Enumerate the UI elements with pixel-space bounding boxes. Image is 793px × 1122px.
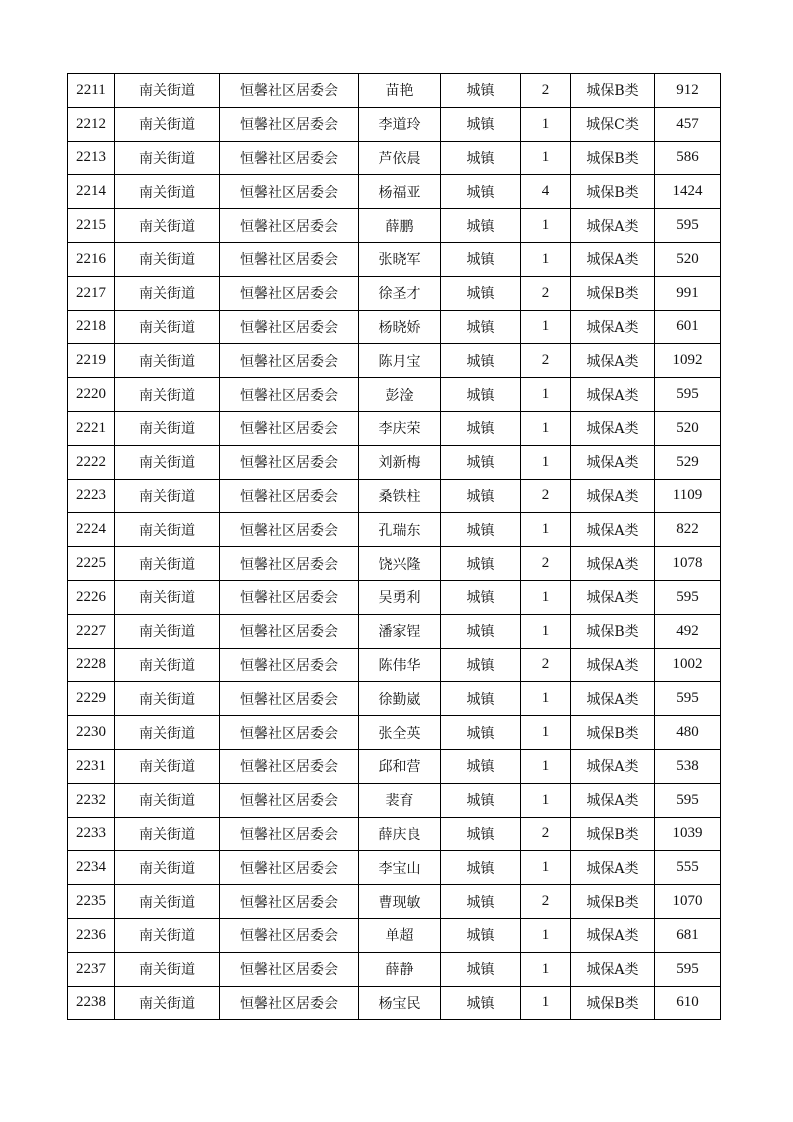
category-cell: 城保B类 [571, 276, 655, 310]
person-name-cell: 李道玲 [359, 107, 441, 141]
household-size-cell: 1 [521, 986, 571, 1020]
person-name-cell: 彭淦 [359, 378, 441, 412]
table-row [68, 851, 721, 885]
category-cell: 城保A类 [571, 445, 655, 479]
category-cell: 城保A类 [571, 918, 655, 952]
amount-cell: 538 [655, 749, 721, 783]
amount-cell: 586 [655, 141, 721, 175]
amount-cell: 529 [655, 445, 721, 479]
person-name-cell: 吴勇利 [359, 580, 441, 614]
area-type-cell: 城镇 [441, 479, 521, 513]
person-name-cell: 杨福亚 [359, 175, 441, 209]
street-cell: 南关街道 [115, 716, 220, 750]
amount-cell: 555 [655, 851, 721, 885]
street-cell: 南关街道 [115, 885, 220, 919]
person-name-cell: 李庆荣 [359, 411, 441, 445]
category-cell: 城保A类 [571, 580, 655, 614]
area-type-cell: 城镇 [441, 986, 521, 1020]
person-name-cell: 单超 [359, 918, 441, 952]
street-cell: 南关街道 [115, 74, 220, 108]
table-row [68, 682, 721, 716]
record-number-cell: 2238 [68, 986, 115, 1020]
table-row [68, 141, 721, 175]
street-cell: 南关街道 [115, 513, 220, 547]
community-cell: 恒馨社区居委会 [220, 885, 359, 919]
area-type-cell: 城镇 [441, 547, 521, 581]
street-cell: 南关街道 [115, 242, 220, 276]
table-row [68, 344, 721, 378]
amount-cell: 520 [655, 411, 721, 445]
community-cell: 恒馨社区居委会 [220, 411, 359, 445]
person-name-cell: 裴育 [359, 783, 441, 817]
household-size-cell: 1 [521, 411, 571, 445]
person-name-cell: 陈月宝 [359, 344, 441, 378]
community-cell: 恒馨社区居委会 [220, 310, 359, 344]
area-type-cell: 城镇 [441, 209, 521, 243]
record-number-cell: 2212 [68, 107, 115, 141]
household-size-cell: 2 [521, 547, 571, 581]
amount-cell: 1109 [655, 479, 721, 513]
person-name-cell: 张全英 [359, 716, 441, 750]
amount-cell: 822 [655, 513, 721, 547]
street-cell: 南关街道 [115, 580, 220, 614]
street-cell: 南关街道 [115, 175, 220, 209]
person-name-cell: 桑铁柱 [359, 479, 441, 513]
record-number-cell: 2237 [68, 952, 115, 986]
household-size-cell: 1 [521, 749, 571, 783]
person-name-cell: 芦依晨 [359, 141, 441, 175]
amount-cell: 595 [655, 952, 721, 986]
table-row [68, 378, 721, 412]
area-type-cell: 城镇 [441, 74, 521, 108]
area-type-cell: 城镇 [441, 141, 521, 175]
person-name-cell: 薛庆良 [359, 817, 441, 851]
area-type-cell: 城镇 [441, 344, 521, 378]
household-size-cell: 1 [521, 682, 571, 716]
community-cell: 恒馨社区居委会 [220, 378, 359, 412]
community-cell: 恒馨社区居委会 [220, 749, 359, 783]
amount-cell: 457 [655, 107, 721, 141]
record-number-cell: 2224 [68, 513, 115, 547]
record-number-cell: 2225 [68, 547, 115, 581]
community-cell: 恒馨社区居委会 [220, 141, 359, 175]
category-cell: 城保A类 [571, 783, 655, 817]
street-cell: 南关街道 [115, 952, 220, 986]
area-type-cell: 城镇 [441, 648, 521, 682]
amount-cell: 1002 [655, 648, 721, 682]
record-number-cell: 2221 [68, 411, 115, 445]
record-number-cell: 2234 [68, 851, 115, 885]
community-cell: 恒馨社区居委会 [220, 952, 359, 986]
table-row [68, 107, 721, 141]
household-size-cell: 1 [521, 209, 571, 243]
table-row [68, 986, 721, 1020]
category-cell: 城保B类 [571, 716, 655, 750]
record-number-cell: 2215 [68, 209, 115, 243]
community-cell: 恒馨社区居委会 [220, 817, 359, 851]
amount-cell: 492 [655, 614, 721, 648]
category-cell: 城保A类 [571, 648, 655, 682]
category-cell: 城保A类 [571, 411, 655, 445]
street-cell: 南关街道 [115, 276, 220, 310]
amount-cell: 595 [655, 682, 721, 716]
table-row [68, 445, 721, 479]
street-cell: 南关街道 [115, 749, 220, 783]
table-row [68, 749, 721, 783]
record-number-cell: 2211 [68, 74, 115, 108]
person-name-cell: 张晓军 [359, 242, 441, 276]
amount-cell: 1092 [655, 344, 721, 378]
community-cell: 恒馨社区居委会 [220, 175, 359, 209]
area-type-cell: 城镇 [441, 580, 521, 614]
household-size-cell: 2 [521, 276, 571, 310]
street-cell: 南关街道 [115, 209, 220, 243]
person-name-cell: 潘家锃 [359, 614, 441, 648]
household-size-cell: 1 [521, 107, 571, 141]
person-name-cell: 杨宝民 [359, 986, 441, 1020]
person-name-cell: 苗艳 [359, 74, 441, 108]
amount-cell: 1424 [655, 175, 721, 209]
table-row [68, 242, 721, 276]
street-cell: 南关街道 [115, 445, 220, 479]
amount-cell: 610 [655, 986, 721, 1020]
area-type-cell: 城镇 [441, 445, 521, 479]
category-cell: 城保B类 [571, 74, 655, 108]
record-number-cell: 2230 [68, 716, 115, 750]
person-name-cell: 薛静 [359, 952, 441, 986]
category-cell: 城保A类 [571, 242, 655, 276]
street-cell: 南关街道 [115, 682, 220, 716]
amount-cell: 1070 [655, 885, 721, 919]
record-number-cell: 2235 [68, 885, 115, 919]
community-cell: 恒馨社区居委会 [220, 209, 359, 243]
category-cell: 城保B类 [571, 986, 655, 1020]
street-cell: 南关街道 [115, 648, 220, 682]
community-cell: 恒馨社区居委会 [220, 242, 359, 276]
household-size-cell: 1 [521, 918, 571, 952]
household-size-cell: 1 [521, 310, 571, 344]
table-row [68, 310, 721, 344]
category-cell: 城保B类 [571, 817, 655, 851]
category-cell: 城保A类 [571, 851, 655, 885]
area-type-cell: 城镇 [441, 411, 521, 445]
record-number-cell: 2217 [68, 276, 115, 310]
household-size-cell: 1 [521, 851, 571, 885]
table-row [68, 479, 721, 513]
category-cell: 城保A类 [571, 479, 655, 513]
amount-cell: 480 [655, 716, 721, 750]
person-name-cell: 饶兴隆 [359, 547, 441, 581]
household-size-cell: 1 [521, 141, 571, 175]
community-cell: 恒馨社区居委会 [220, 344, 359, 378]
amount-cell: 912 [655, 74, 721, 108]
area-type-cell: 城镇 [441, 513, 521, 547]
table-row [68, 952, 721, 986]
area-type-cell: 城镇 [441, 175, 521, 209]
person-name-cell: 李宝山 [359, 851, 441, 885]
record-number-cell: 2219 [68, 344, 115, 378]
street-cell: 南关街道 [115, 918, 220, 952]
person-name-cell: 邱和营 [359, 749, 441, 783]
table-row [68, 614, 721, 648]
category-cell: 城保A类 [571, 513, 655, 547]
area-type-cell: 城镇 [441, 242, 521, 276]
community-cell: 恒馨社区居委会 [220, 614, 359, 648]
category-cell: 城保B类 [571, 175, 655, 209]
household-size-cell: 1 [521, 242, 571, 276]
record-number-cell: 2220 [68, 378, 115, 412]
household-size-cell: 2 [521, 817, 571, 851]
category-cell: 城保B类 [571, 614, 655, 648]
category-cell: 城保B类 [571, 141, 655, 175]
household-size-cell: 1 [521, 378, 571, 412]
community-cell: 恒馨社区居委会 [220, 276, 359, 310]
area-type-cell: 城镇 [441, 716, 521, 750]
street-cell: 南关街道 [115, 851, 220, 885]
relief-roster-table [67, 73, 721, 1020]
area-type-cell: 城镇 [441, 749, 521, 783]
community-cell: 恒馨社区居委会 [220, 783, 359, 817]
household-size-cell: 1 [521, 952, 571, 986]
amount-cell: 681 [655, 918, 721, 952]
household-size-cell: 1 [521, 614, 571, 648]
household-size-cell: 1 [521, 716, 571, 750]
household-size-cell: 4 [521, 175, 571, 209]
record-number-cell: 2228 [68, 648, 115, 682]
amount-cell: 595 [655, 378, 721, 412]
household-size-cell: 2 [521, 74, 571, 108]
record-number-cell: 2222 [68, 445, 115, 479]
category-cell: 城保A类 [571, 749, 655, 783]
area-type-cell: 城镇 [441, 682, 521, 716]
street-cell: 南关街道 [115, 986, 220, 1020]
person-name-cell: 陈伟华 [359, 648, 441, 682]
amount-cell: 595 [655, 580, 721, 614]
community-cell: 恒馨社区居委会 [220, 851, 359, 885]
record-number-cell: 2226 [68, 580, 115, 614]
category-cell: 城保A类 [571, 547, 655, 581]
household-size-cell: 2 [521, 885, 571, 919]
community-cell: 恒馨社区居委会 [220, 74, 359, 108]
table-row [68, 817, 721, 851]
area-type-cell: 城镇 [441, 614, 521, 648]
amount-cell: 520 [655, 242, 721, 276]
record-number-cell: 2236 [68, 918, 115, 952]
community-cell: 恒馨社区居委会 [220, 918, 359, 952]
area-type-cell: 城镇 [441, 952, 521, 986]
category-cell: 城保A类 [571, 310, 655, 344]
street-cell: 南关街道 [115, 378, 220, 412]
area-type-cell: 城镇 [441, 107, 521, 141]
table-row [68, 580, 721, 614]
category-cell: 城保A类 [571, 952, 655, 986]
record-number-cell: 2227 [68, 614, 115, 648]
person-name-cell: 徐勤崴 [359, 682, 441, 716]
record-number-cell: 2229 [68, 682, 115, 716]
household-size-cell: 1 [521, 783, 571, 817]
area-type-cell: 城镇 [441, 783, 521, 817]
table-row [68, 209, 721, 243]
street-cell: 南关街道 [115, 817, 220, 851]
table-row [68, 74, 721, 108]
table-row [68, 648, 721, 682]
table-row [68, 918, 721, 952]
street-cell: 南关街道 [115, 547, 220, 581]
table-body [68, 74, 721, 1020]
category-cell: 城保A类 [571, 344, 655, 378]
area-type-cell: 城镇 [441, 817, 521, 851]
person-name-cell: 徐圣才 [359, 276, 441, 310]
community-cell: 恒馨社区居委会 [220, 107, 359, 141]
record-number-cell: 2231 [68, 749, 115, 783]
category-cell: 城保A类 [571, 209, 655, 243]
household-size-cell: 1 [521, 580, 571, 614]
person-name-cell: 刘新梅 [359, 445, 441, 479]
community-cell: 恒馨社区居委会 [220, 445, 359, 479]
community-cell: 恒馨社区居委会 [220, 682, 359, 716]
community-cell: 恒馨社区居委会 [220, 513, 359, 547]
record-number-cell: 2232 [68, 783, 115, 817]
area-type-cell: 城镇 [441, 918, 521, 952]
amount-cell: 601 [655, 310, 721, 344]
household-size-cell: 1 [521, 445, 571, 479]
amount-cell: 595 [655, 209, 721, 243]
community-cell: 恒馨社区居委会 [220, 479, 359, 513]
table-row [68, 885, 721, 919]
area-type-cell: 城镇 [441, 276, 521, 310]
person-name-cell: 孔瑞东 [359, 513, 441, 547]
table-row [68, 716, 721, 750]
area-type-cell: 城镇 [441, 310, 521, 344]
person-name-cell: 杨晓娇 [359, 310, 441, 344]
table-row [68, 783, 721, 817]
street-cell: 南关街道 [115, 344, 220, 378]
category-cell: 城保A类 [571, 682, 655, 716]
street-cell: 南关街道 [115, 479, 220, 513]
community-cell: 恒馨社区居委会 [220, 648, 359, 682]
street-cell: 南关街道 [115, 411, 220, 445]
record-number-cell: 2213 [68, 141, 115, 175]
street-cell: 南关街道 [115, 141, 220, 175]
person-name-cell: 薛鹏 [359, 209, 441, 243]
category-cell: 城保C类 [571, 107, 655, 141]
person-name-cell: 曹现敏 [359, 885, 441, 919]
amount-cell: 1078 [655, 547, 721, 581]
table-row [68, 513, 721, 547]
record-number-cell: 2223 [68, 479, 115, 513]
record-number-cell: 2214 [68, 175, 115, 209]
table-row [68, 175, 721, 209]
category-cell: 城保B类 [571, 885, 655, 919]
area-type-cell: 城镇 [441, 885, 521, 919]
area-type-cell: 城镇 [441, 378, 521, 412]
street-cell: 南关街道 [115, 614, 220, 648]
category-cell: 城保A类 [571, 378, 655, 412]
amount-cell: 595 [655, 783, 721, 817]
community-cell: 恒馨社区居委会 [220, 580, 359, 614]
record-number-cell: 2233 [68, 817, 115, 851]
household-size-cell: 2 [521, 344, 571, 378]
record-number-cell: 2218 [68, 310, 115, 344]
street-cell: 南关街道 [115, 783, 220, 817]
street-cell: 南关街道 [115, 107, 220, 141]
community-cell: 恒馨社区居委会 [220, 986, 359, 1020]
household-size-cell: 1 [521, 513, 571, 547]
page [67, 73, 721, 1020]
table-row [68, 411, 721, 445]
community-cell: 恒馨社区居委会 [220, 716, 359, 750]
community-cell: 恒馨社区居委会 [220, 547, 359, 581]
amount-cell: 991 [655, 276, 721, 310]
table-row [68, 276, 721, 310]
amount-cell: 1039 [655, 817, 721, 851]
table-row [68, 547, 721, 581]
street-cell: 南关街道 [115, 310, 220, 344]
record-number-cell: 2216 [68, 242, 115, 276]
household-size-cell: 2 [521, 648, 571, 682]
household-size-cell: 2 [521, 479, 571, 513]
area-type-cell: 城镇 [441, 851, 521, 885]
